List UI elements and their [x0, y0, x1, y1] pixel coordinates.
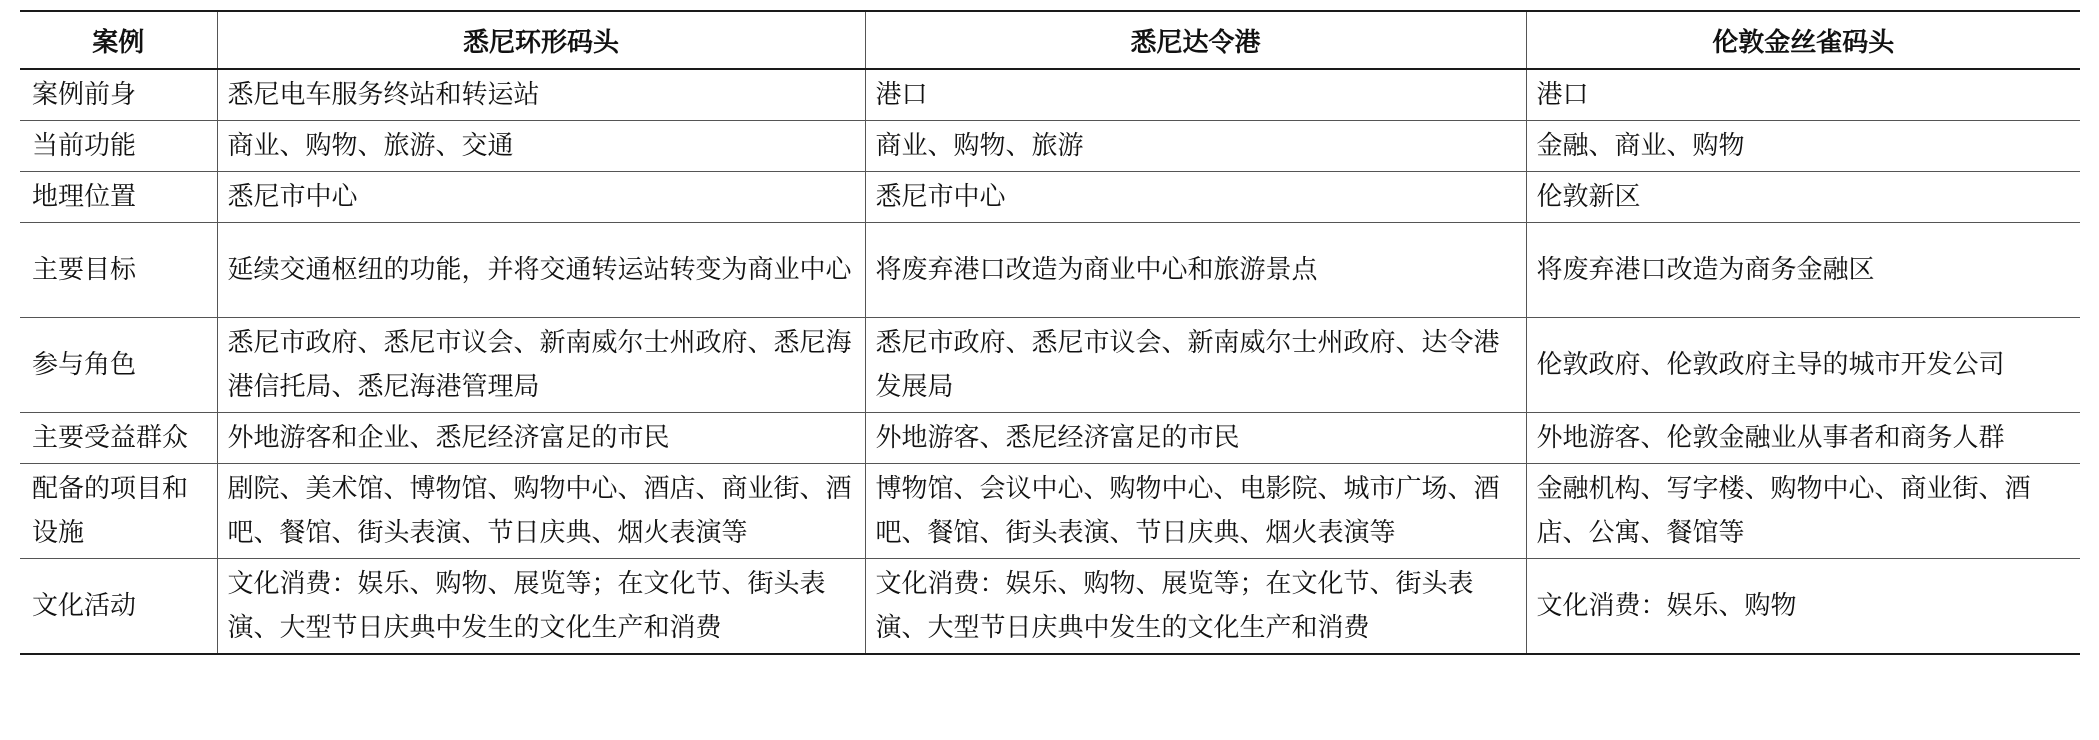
table-row: [20, 318, 2080, 413]
table-cell: 港口: [1526, 69, 2080, 121]
header-case: 案例: [20, 11, 217, 69]
table-header: [20, 11, 2080, 69]
table-cell: 博物馆、会议中心、购物中心、电影院、城市广场、酒吧、餐馆、街头表演、节日庆典、烟火表演等: [865, 464, 1526, 559]
header-darling-harbour: 悉尼达令港: [865, 11, 1526, 69]
row-label: 主要目标: [20, 223, 217, 318]
header-circular-quay: 悉尼环形码头: [217, 11, 865, 69]
table-cell: 悉尼市中心: [217, 172, 865, 223]
table-cell: 文化消费：娱乐、购物、展览等；在文化节、街头表演、大型节日庆典中发生的文化生产和消费: [865, 559, 1526, 655]
table-row: [20, 413, 2080, 464]
case-comparison-table: [20, 10, 2080, 655]
table-row: [20, 121, 2080, 172]
table-row: [20, 172, 2080, 223]
table-cell: 悉尼市中心: [865, 172, 1526, 223]
table-cell: 悉尼市政府、悉尼市议会、新南威尔士州政府、悉尼海港信托局、悉尼海港管理局: [217, 318, 865, 413]
table-cell: 港口: [865, 69, 1526, 121]
table-cell: 文化消费：娱乐、购物、展览等；在文化节、街头表演、大型节日庆典中发生的文化生产和消费: [217, 559, 865, 655]
table-row: [20, 69, 2080, 121]
table-cell: 伦敦新区: [1526, 172, 2080, 223]
table-cell: 商业、购物、旅游: [865, 121, 1526, 172]
table-cell: 外地游客、悉尼经济富足的市民: [865, 413, 1526, 464]
table-row: [20, 223, 2080, 318]
table-cell: 将废弃港口改造为商业中心和旅游景点: [865, 223, 1526, 318]
row-label: 主要受益群众: [20, 413, 217, 464]
row-label: 当前功能: [20, 121, 217, 172]
table-cell: 金融、商业、购物: [1526, 121, 2080, 172]
table-row: [20, 464, 2080, 559]
row-label: 文化活动: [20, 559, 217, 655]
table-cell: 悉尼电车服务终站和转运站: [217, 69, 865, 121]
row-label: 案例前身: [20, 69, 217, 121]
comparison-table-container: [20, 10, 2080, 655]
table-cell: 商业、购物、旅游、交通: [217, 121, 865, 172]
table-cell: 金融机构、写字楼、购物中心、商业街、酒店、公寓、餐馆等: [1526, 464, 2080, 559]
header-canary-wharf: 伦敦金丝雀码头: [1526, 11, 2080, 69]
table-cell: 延续交通枢纽的功能，并将交通转运站转变为商业中心: [217, 223, 865, 318]
row-label: 地理位置: [20, 172, 217, 223]
table-row: [20, 559, 2080, 655]
table-body: [20, 69, 2080, 654]
table-cell: 将废弃港口改造为商务金融区: [1526, 223, 2080, 318]
table-cell: 文化消费：娱乐、购物: [1526, 559, 2080, 655]
row-label: 配备的项目和设施: [20, 464, 217, 559]
table-cell: 剧院、美术馆、博物馆、购物中心、酒店、商业街、酒吧、餐馆、街头表演、节日庆典、烟火表演等: [217, 464, 865, 559]
table-cell: 外地游客、伦敦金融业从事者和商务人群: [1526, 413, 2080, 464]
header-row: [20, 11, 2080, 69]
row-label: 参与角色: [20, 318, 217, 413]
table-cell: 悉尼市政府、悉尼市议会、新南威尔士州政府、达令港发展局: [865, 318, 1526, 413]
table-cell: 伦敦政府、伦敦政府主导的城市开发公司: [1526, 318, 2080, 413]
table-cell: 外地游客和企业、悉尼经济富足的市民: [217, 413, 865, 464]
